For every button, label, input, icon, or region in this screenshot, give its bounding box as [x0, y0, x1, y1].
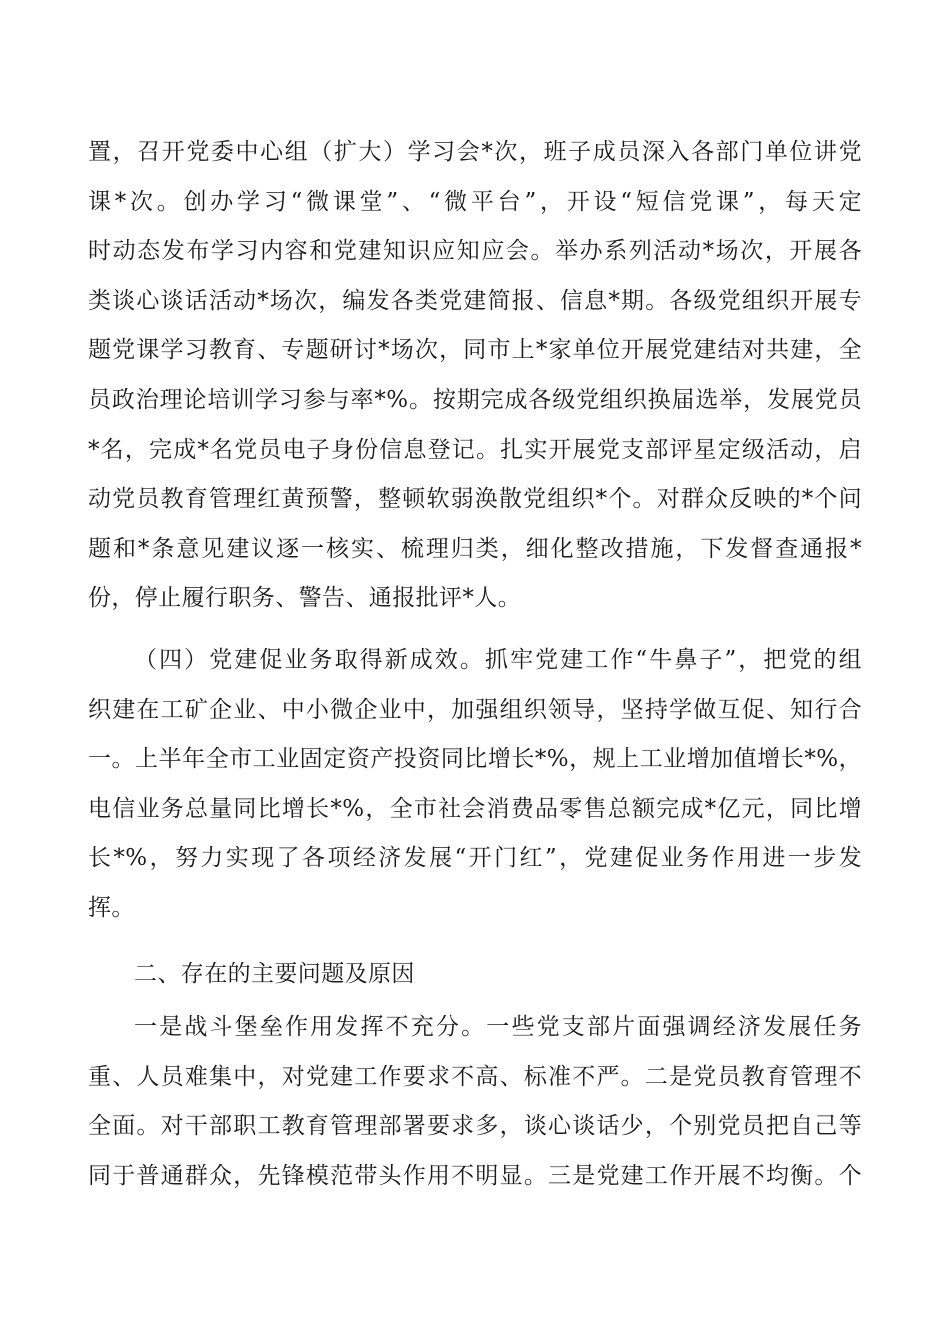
- text-line: 同于普通群众，先锋模范带头作用不明显。三是党建工作开展不均衡。个: [88, 1162, 862, 1189]
- text-line: 长*%，努力实现了各项经济发展“开门红”，党建促业务作用进一步发: [88, 845, 862, 872]
- text-line: 时动态发布学习内容和党建知识应知应会。举办系列活动*场次，开展各: [88, 238, 862, 265]
- text-line: 织建在工矿企业、中小微企业中，加强组织领导，坚持学做互促、知行合: [88, 696, 862, 723]
- text-line: 置，召开党委中心组（扩大）学习会*次，班子成员深入各部门单位讲党: [88, 139, 862, 165]
- text-line: 全面。对干部职工教育管理部署要求多，谈心谈话少，个别党员把自己等: [88, 1113, 862, 1140]
- paragraph-business-results: [88, 636, 862, 934]
- text-line: 动党员教育管理红黄预警，整顿软弱涣散党组织*个。对群众反映的*个问: [88, 486, 862, 513]
- paragraph-party-building-activities: [88, 128, 862, 624]
- text-line: 电信业务总量同比增长*%，全市社会消费品零售总额完成*亿元，同比增: [88, 795, 862, 822]
- text-line: 挥。: [88, 894, 135, 921]
- text-line: 重、人员难集中，对党建工作要求不高、标准不严。二是党员教育管理不: [88, 1063, 862, 1090]
- section-heading: 二、存在的主要问题及原因: [134, 960, 415, 987]
- text-line: 一是战斗堡垒作用发挥不充分。一些党支部片面强调经济发展任务: [134, 1014, 862, 1041]
- text-line: （四）党建促业务取得新成效。抓牢党建工作“牛鼻子”，把党的组: [134, 646, 862, 673]
- text-line: 课*次。创办学习“微课堂”、“微平台”，开设“短信党课”，每天定: [88, 188, 862, 215]
- text-line: 题党课学习教育、专题研讨*场次，同市上*家单位开展党建结对共建，全: [88, 337, 862, 364]
- text-line: 份，停止履行职务、警告、通报批评*人。: [88, 585, 522, 612]
- text-line: 一。上半年全市工业固定资产投资同比增长*%，规上工业增加值增长*%，: [88, 746, 862, 773]
- document-body: [88, 128, 862, 1201]
- text-line: 题和*条意见建议逐一核实、梳理归类，细化整改措施，下发督查通报*: [88, 535, 862, 562]
- text-line: 类谈心谈话活动*场次，编发各类党建简报、信息*期。各级党组织开展专: [88, 287, 862, 314]
- text-line: 员政治理论培训学习参与率*%。按期完成各级党组织换届选举，发展党员: [88, 386, 862, 413]
- text-line: *名，完成*名党员电子身份信息登记。扎实开展党支部评星定级活动，启: [88, 436, 862, 463]
- paragraph-main-problems: [88, 1003, 862, 1201]
